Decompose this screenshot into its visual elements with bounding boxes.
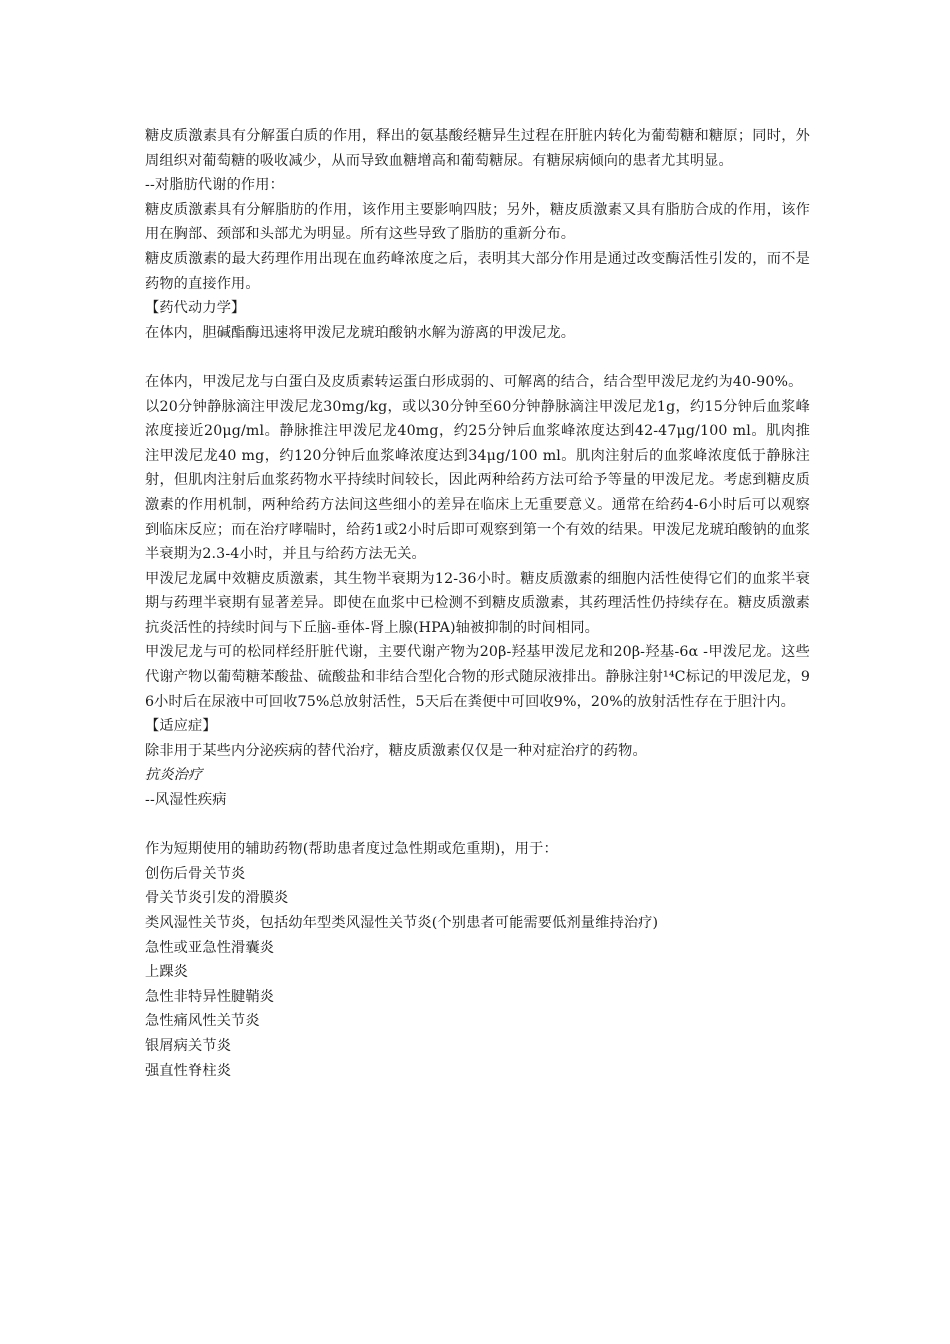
list-item: 急性非特异性腱鞘炎 — [145, 988, 275, 1005]
list-item: 强直性脊柱炎 — [145, 1062, 232, 1079]
subheading-rheumatic-diseases: --风湿性疾病 — [145, 792, 227, 809]
paragraph-protein-binding: 在体内，甲泼尼龙与白蛋白及皮质素转运蛋白形成弱的、可解离的结合，结合型甲泼尼龙约为40-90%。 — [145, 373, 803, 390]
paragraph-protein-metabolism: 糖皮质激素具有分解蛋白质的作用，释出的氨基酸经糖异生过程在肝脏内转化为葡萄糖和糖原；同时，外周组织对葡萄糖的吸收减少，从而导致血糖增高和葡萄糖尿。有糖尿病倾向的患者尤其明显。 — [145, 128, 810, 169]
paragraph-half-life: 甲泼尼龙属中效糖皮质激素，其生物半衰期为12-36小时。糖皮质激素的细胞内活性使得它们的血浆半衰期与药理半衰期有显著差异。即使在血浆中已检测不到糖皮质激素，其药理活性仍持续存在。糖皮质激素抗炎活性的持续时间与下丘脑-垂体-肾上腺(HPA)轴被抑制的时间相同。 — [145, 570, 810, 636]
paragraph-plasma-concentration: 以20分钟静脉滴注甲泼尼龙30mg/kg，或以30分钟至60分钟静脉滴注甲泼尼龙1g，约15分钟后血浆峰浓度接近20μg/ml。静脉推注甲泼尼龙40mg，约25分钟后血浆峰浓度达到42-47μg/100 ml。肌肉推注甲泼尼龙40 mg，约120分钟后血浆峰浓度达到34μg/100 ml。肌肉注射后的血浆峰浓度低于静脉注射，但肌肉注射后血浆药物水平持续时间较长，因此两种给药方法可给予等量的甲泼尼龙。考虑到糖皮质激素的作用机制，两种给药方法间这些细小的差异在临床上无重要意义。通常在给药4-6小时后可以观察到临床反应；而在治疗哮喘时，给药1或2小时后即可观察到第一个有效的结果。甲泼尼龙琥珀酸钠的血浆半衰期为2.3-4小时，并且与给药方法无关。 — [145, 398, 810, 563]
paragraph-adjunct-therapy: 作为短期使用的辅助药物(帮助患者度过急性期或危重期)，用于： — [145, 841, 558, 858]
paragraph-metabolism: 甲泼尼龙与可的松同样经肝脏代谢，主要代谢产物为20β-羟基甲泼尼龙和20β-羟基-6α -甲泼尼龙。这些代谢产物以葡萄糖苯酸盐、硫酸盐和非结合型化合物的形式随尿液排出。静脉注射¹⁴C标记的甲泼尼龙，96小时后在尿液中可回收75%总放射活性，5天后在粪便中可回收9%，20%的放射活性存在于胆汁内。 — [145, 644, 810, 710]
list-item: 骨关节炎引发的滑膜炎 — [145, 890, 289, 907]
section-heading-indications: 【适应症】 — [145, 718, 217, 735]
paragraph-fat-metabolism: 糖皮质激素具有分解脂肪的作用，该作用主要影响四肢；另外，糖皮质激素又具有脂肪合成的作用，该作用在胸部、颈部和头部尤为明显。所有这些导致了脂肪的重新分布。 — [145, 201, 810, 243]
paragraph-pharmacology: 糖皮质激素的最大药理作用出现在血药峰浓度之后，表明其大部分作用是通过改变酶活性引发的，而不是药物的直接作用。 — [145, 250, 810, 292]
list-item: 急性或亚急性滑囊炎 — [145, 939, 275, 956]
list-item: 创伤后骨关节炎 — [145, 865, 246, 882]
subheading-anti-inflammatory: 抗炎治疗 — [145, 767, 203, 784]
paragraph-symptomatic-treatment: 除非用于某些内分泌疾病的替代治疗，糖皮质激素仅仅是一种对症治疗的药物。 — [145, 742, 647, 759]
list-item: 上踝炎 — [145, 964, 189, 981]
list-item: 银屑病关节炎 — [145, 1037, 232, 1054]
section-heading-pharmacokinetics: 【药代动力学】 — [145, 300, 246, 317]
heading-fat-metabolism: --对脂肪代谢的作用： — [145, 177, 284, 194]
blank-line — [145, 813, 810, 838]
paragraph-hydrolysis: 在体内，胆碱酯酶迅速将甲泼尼龙琥珀酸钠水解为游离的甲泼尼龙。 — [145, 324, 576, 341]
list-item: 类风湿性关节炎，包括幼年型类风湿性关节炎(个别患者可能需要低剂量维持治疗) — [145, 915, 659, 931]
document-body — [145, 124, 810, 1083]
list-item: 急性痛风性关节炎 — [145, 1013, 260, 1030]
blank-line — [145, 345, 810, 370]
